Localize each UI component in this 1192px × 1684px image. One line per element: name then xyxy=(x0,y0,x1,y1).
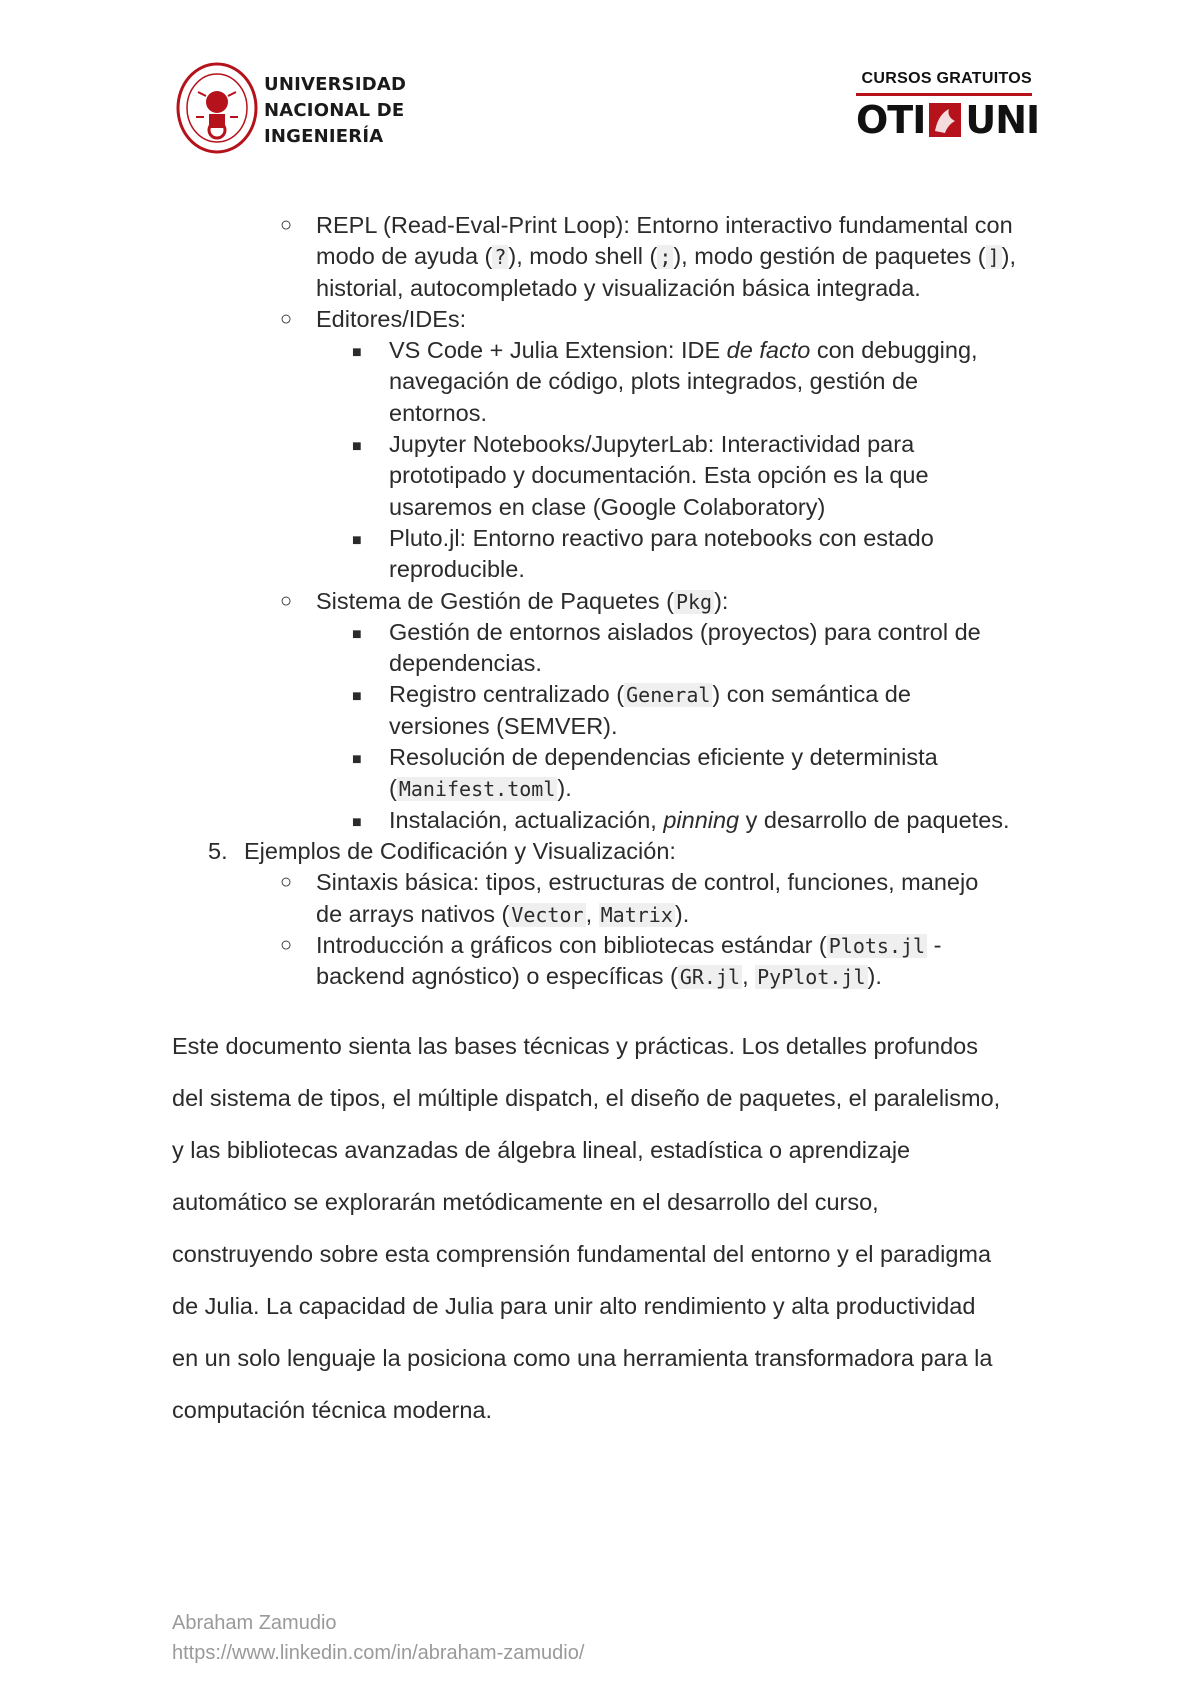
line-text: Instalación, actualización, xyxy=(389,806,664,833)
outline-line xyxy=(0,398,1192,429)
outline-line xyxy=(0,867,1192,898)
page-footer xyxy=(172,1608,584,1668)
line-text: ). xyxy=(674,900,690,927)
square-bullet-icon: ■ xyxy=(352,344,362,362)
line-text: versiones (SEMVER). xyxy=(389,712,618,739)
inline-code: ; xyxy=(659,245,672,270)
inline-code: Pkg xyxy=(675,589,713,614)
inline-code: GR.jl xyxy=(679,965,741,990)
hollow-circle-bullet-icon: ○ xyxy=(280,307,293,330)
hollow-circle-bullet-icon: ○ xyxy=(280,871,293,894)
university-name-line-1: UNIVERSIDAD xyxy=(264,74,407,95)
inline-code: ? xyxy=(494,245,507,270)
paragraph-line: computación técnica moderna. xyxy=(172,1397,493,1423)
line-text: Sintaxis básica: tipos, estructuras de control, funciones, manejo xyxy=(316,869,979,896)
university-name xyxy=(264,72,406,150)
italic-text: de facto xyxy=(726,337,811,364)
outline-line xyxy=(0,460,1192,491)
outline-line xyxy=(0,492,1192,523)
line-text: , xyxy=(585,900,599,927)
footer-link[interactable]: https://www.linkedin.com/in/abraham-zamudio/ xyxy=(172,1642,585,1664)
inline-code: Vector xyxy=(511,902,584,927)
outline-line xyxy=(0,773,1192,804)
line-text: modo de ayuda ( xyxy=(316,243,493,270)
line-text: navegación de código, plots integrados, gestión de xyxy=(389,368,919,395)
line-text: ) con semántica de xyxy=(712,681,911,708)
paragraph-line: construyendo sobre esta comprensión fundamental del entorno y el paradigma xyxy=(172,1241,992,1267)
closing-paragraph xyxy=(172,1020,1032,1436)
square-bullet-icon: ■ xyxy=(352,625,362,643)
paragraph-line: del sistema de tipos, el múltiple dispatch, el diseño de paquetes, el paralelismo, xyxy=(172,1085,1001,1111)
line-text: ). xyxy=(557,775,572,802)
inline-code: ] xyxy=(987,245,1000,270)
brand-left-text: OTI xyxy=(856,98,926,142)
square-bullet-icon: ■ xyxy=(352,438,362,456)
outline-line xyxy=(0,805,1192,836)
hollow-circle-bullet-icon: ○ xyxy=(280,214,293,236)
outline-line xyxy=(0,304,1192,335)
university-name-line-3: INGENIERÍA xyxy=(264,126,384,147)
university-name-line-2: NACIONAL DE xyxy=(264,100,405,121)
paragraph-line: y las bibliotecas avanzadas de álgebra lineal, estadística o aprendizaje xyxy=(172,1137,911,1163)
line-text: ), modo shell ( xyxy=(508,243,658,270)
paragraph-line: en un solo lenguaje la posiciona como una herramienta transformadora para la xyxy=(172,1345,993,1371)
italic-text: pinning xyxy=(663,806,740,833)
line-text: ), xyxy=(1001,243,1016,270)
line-text: ): xyxy=(714,587,729,614)
line-text: Introducción a gráficos con bibliotecas estándar ( xyxy=(316,931,827,958)
square-bullet-icon: ■ xyxy=(352,688,362,706)
outline-line xyxy=(0,366,1192,397)
square-bullet-icon: ■ xyxy=(352,751,362,769)
line-text: prototipado y documentación. Esta opción es la que xyxy=(389,462,929,489)
brand-divider xyxy=(856,93,1032,96)
line-text: VS Code + Julia Extension: IDE xyxy=(389,337,727,364)
paragraph-line: Este documento sienta las bases técnicas y prácticas. Los detalles profundos xyxy=(172,1033,978,1059)
line-text: ), modo gestión de paquetes ( xyxy=(673,243,986,270)
outline-line xyxy=(0,554,1192,585)
outline-line xyxy=(0,617,1192,648)
line-text: reproducible. xyxy=(389,556,525,583)
courses-label: CURSOS GRATUITOS xyxy=(861,70,1032,87)
brand-emblem-icon xyxy=(929,103,961,137)
line-text: Editores/IDEs: xyxy=(316,305,467,332)
line-text: y desarrollo de paquetes. xyxy=(739,806,1010,833)
line-text: dependencias. xyxy=(389,650,542,677)
page-header xyxy=(0,0,1192,180)
inline-code: PyPlot.jl xyxy=(757,965,866,990)
outline-list xyxy=(0,210,1192,992)
hollow-circle-bullet-icon: ○ xyxy=(280,933,293,956)
line-text: entornos. xyxy=(389,399,487,426)
outline-line xyxy=(0,711,1192,742)
line-text: con debugging, xyxy=(810,337,978,364)
outline-line xyxy=(0,241,1192,272)
line-text: usaremos en clase (Google Colaboratory) xyxy=(389,493,826,520)
list-number: 5. xyxy=(208,837,228,864)
paragraph-line: de Julia. La capacidad de Julia para unir alto rendimiento y alta productividad xyxy=(172,1293,976,1319)
footer-author: Abraham Zamudio xyxy=(172,1612,337,1634)
brand-right-text: UNI xyxy=(965,98,1040,142)
outline-line xyxy=(0,429,1192,460)
paragraph-line: automático se explorarán metódicamente en el desarrollo del curso, xyxy=(172,1189,879,1215)
outline-line xyxy=(0,586,1192,617)
line-text: de arrays nativos ( xyxy=(316,900,510,927)
line-text: ). xyxy=(867,963,882,990)
line-text: Ejemplos de Codificación y Visualización: xyxy=(244,837,676,864)
square-bullet-icon: ■ xyxy=(352,813,362,831)
outline-line xyxy=(0,899,1192,930)
outline-line xyxy=(0,523,1192,554)
line-text: ( xyxy=(389,775,397,802)
outline-line xyxy=(0,961,1192,992)
hollow-circle-bullet-icon: ○ xyxy=(280,589,293,612)
outline-line xyxy=(0,679,1192,710)
outline-line xyxy=(0,210,1192,241)
square-bullet-icon: ■ xyxy=(352,531,362,549)
outline-line xyxy=(0,742,1192,773)
inline-code: Plots.jl xyxy=(828,933,926,958)
line-text: Resolución de dependencias eficiente y determinista xyxy=(389,744,938,771)
line-text: Jupyter Notebooks/JupyterLab: Interactividad para xyxy=(389,431,915,458)
line-text: Gestión de entornos aislados (proyectos) para control de xyxy=(389,618,981,645)
oti-uni-logo xyxy=(856,100,1039,140)
outline-line xyxy=(0,930,1192,961)
line-text: historial, autocompletado y visualización básica integrada. xyxy=(316,274,921,301)
line-text: backend agnóstico) o específicas ( xyxy=(316,963,678,990)
university-seal-logo xyxy=(176,62,258,154)
outline-line xyxy=(0,648,1192,679)
line-text: Sistema de Gestión de Paquetes ( xyxy=(316,587,674,614)
line-text: - xyxy=(927,931,942,958)
outline-line xyxy=(0,335,1192,366)
line-text: Registro centralizado ( xyxy=(389,681,625,708)
inline-code: Manifest.toml xyxy=(398,777,556,802)
outline-line xyxy=(0,836,1192,867)
line-text: , xyxy=(742,963,756,990)
inline-code: General xyxy=(626,683,711,708)
outline-line xyxy=(0,273,1192,304)
line-text: Pluto.jl: Entorno reactivo para notebooks con estado xyxy=(389,524,934,551)
line-text: REPL (Read-Eval-Print Loop): Entorno interactivo fundamental con xyxy=(316,212,1013,238)
inline-code: Matrix xyxy=(600,902,673,927)
